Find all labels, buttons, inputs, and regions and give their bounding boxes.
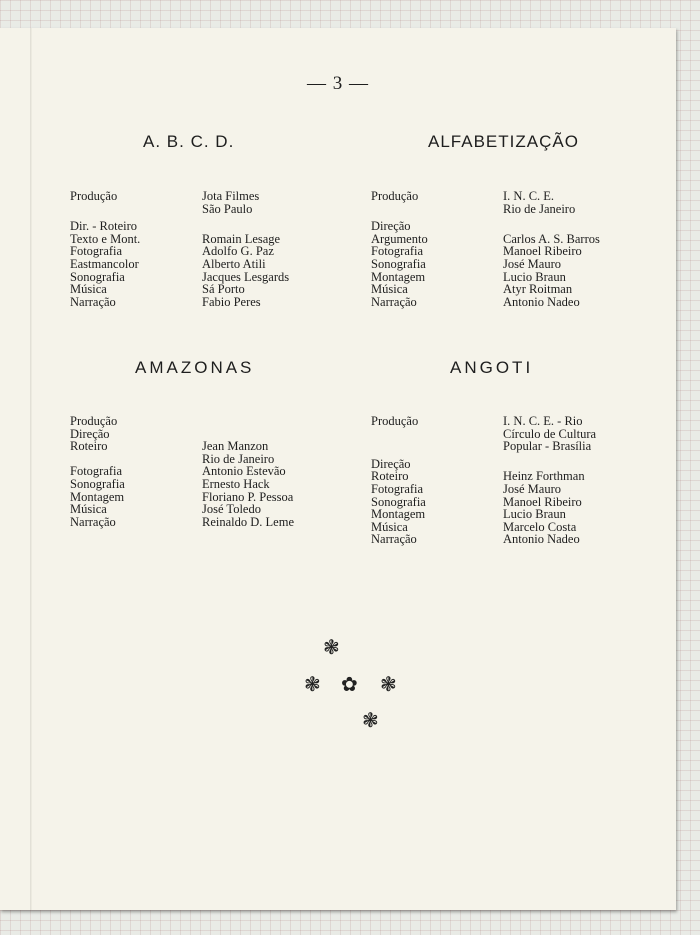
credit-role: Sonografia [70,476,125,491]
credit-role: Direção [371,456,411,471]
credit-role: Produção [70,414,118,428]
credit-row [371,296,600,309]
credit-name: São Paulo [202,201,253,216]
flower-outline-icon: ✿ [341,674,358,696]
credit-name: Alberto Atili [202,256,266,271]
credit-name: Lucio Braun [503,507,566,522]
credit-name: Popular - Brasília [503,439,592,454]
credits-abcd [70,190,289,308]
credit-role: Fotografia [371,481,424,496]
credit-name: Fabio Peres [202,294,261,309]
credit-row [70,478,294,491]
credit-name: Manoel Ribeiro [503,494,582,509]
credit-role: Narração [371,294,417,309]
credit-name: I. N. C. E. [503,189,555,203]
credit-row [70,220,289,233]
credit-role: Fotografia [371,244,424,259]
credit-name: Jota Filmes [202,189,260,203]
credit-role: Sonografia [371,256,426,271]
credit-row [70,516,294,529]
credit-name: José Toledo [202,502,261,517]
credit-role: Eastmancolor [70,256,139,271]
credit-row [371,190,600,203]
credit-role: Música [371,519,408,534]
credit-row [371,203,600,216]
credit-name: Adolfo G. Paz [202,244,274,259]
credit-name: Marcelo Costa [503,519,577,534]
credit-name: Atyr Roitman [503,282,573,297]
credit-name: Rio de Janeiro [503,201,576,216]
credit-role: Produção [371,414,419,428]
credit-role: Música [371,282,408,297]
credit-role: Texto e Mont. [70,231,141,246]
credit-role: Argumento [371,231,428,246]
credit-role: Fotografia [70,244,123,259]
credit-role: Montagem [70,489,125,504]
credit-name: Jean Manzon [202,439,269,454]
credit-name: Romain Lesage [202,231,281,246]
credit-role: Música [70,282,107,297]
credit-role: Roteiro [70,439,108,454]
credit-name: Lucio Braun [503,269,566,284]
section-title-alfabetizacao: ALFABETIZAÇÃO [428,132,579,151]
flower-icon: ❃ [323,637,340,659]
credit-role: Música [70,502,107,517]
credits-amazonas [70,415,294,528]
credit-name: Reinaldo D. Leme [202,514,294,529]
credit-name: José Mauro [503,481,561,496]
credit-row [70,440,294,453]
credit-name: Antonio Nadeo [503,532,580,547]
credit-name: Rio de Janeiro [202,451,275,466]
credit-row [70,503,294,516]
credit-name: Jacques Lesgards [202,269,290,284]
credit-name: I. N. C. E. - Rio [503,414,583,428]
credit-row [371,258,600,271]
credit-row [70,415,294,428]
credit-role: Fotografia [70,464,123,479]
credit-row [70,283,289,296]
credit-role: Direção [371,219,411,234]
credit-row [371,283,600,296]
flower-icon: ❃ [380,674,397,696]
credit-role [371,203,503,216]
section-title-angoti: ANGOTI [450,358,534,377]
credits-angoti [371,415,596,546]
credit-row [371,220,600,233]
credit-name: Floriano P. Pessoa [202,489,294,504]
credit-name: Carlos A. S. Barros [503,231,600,246]
credit-row [70,296,289,309]
credit-role [371,428,503,441]
booklet-page [0,28,676,910]
credit-role [371,440,503,453]
flower-icon: ❃ [304,674,321,696]
page-fold [30,28,32,910]
page-number: — 3 — [307,73,369,94]
credit-role: Narração [371,532,417,547]
section-title-abcd: A. B. C. D. [143,132,235,151]
credit-role: Roteiro [371,469,409,484]
credit-role: Produção [70,189,118,203]
credit-row [70,203,289,216]
credit-row [371,415,596,428]
credit-role: Montagem [371,269,426,284]
credit-name: Heinz Forthman [503,469,585,484]
credit-role: Montagem [371,507,426,522]
credit-name: Manoel Ribeiro [503,244,582,259]
credit-role: Sonografia [371,494,426,509]
credit-role: Produção [371,189,419,203]
credit-role: Dir. - Roteiro [70,219,138,234]
credit-name: José Mauro [503,256,561,271]
credit-name: Ernesto Hack [202,476,270,491]
section-title-amazonas: AMAZONAS [135,358,255,377]
credit-row [70,258,289,271]
credits-alfabetizacao [371,190,600,308]
credit-role: Sonografia [70,269,125,284]
credit-name: Círculo de Cultura [503,426,597,441]
credit-name: Antonio Nadeo [503,294,580,309]
credit-row [371,533,596,546]
credit-role: Narração [70,514,116,529]
flower-icon: ❃ [362,710,379,732]
credit-row [371,440,596,453]
credit-role [70,203,202,216]
credit-row [371,508,596,521]
credit-row [70,190,289,203]
credit-role: Narração [70,294,116,309]
credit-name: Sá Porto [202,282,245,297]
credit-row [371,483,596,496]
credit-name: Antonio Estevão [202,464,286,479]
credit-role: Direção [70,426,110,441]
